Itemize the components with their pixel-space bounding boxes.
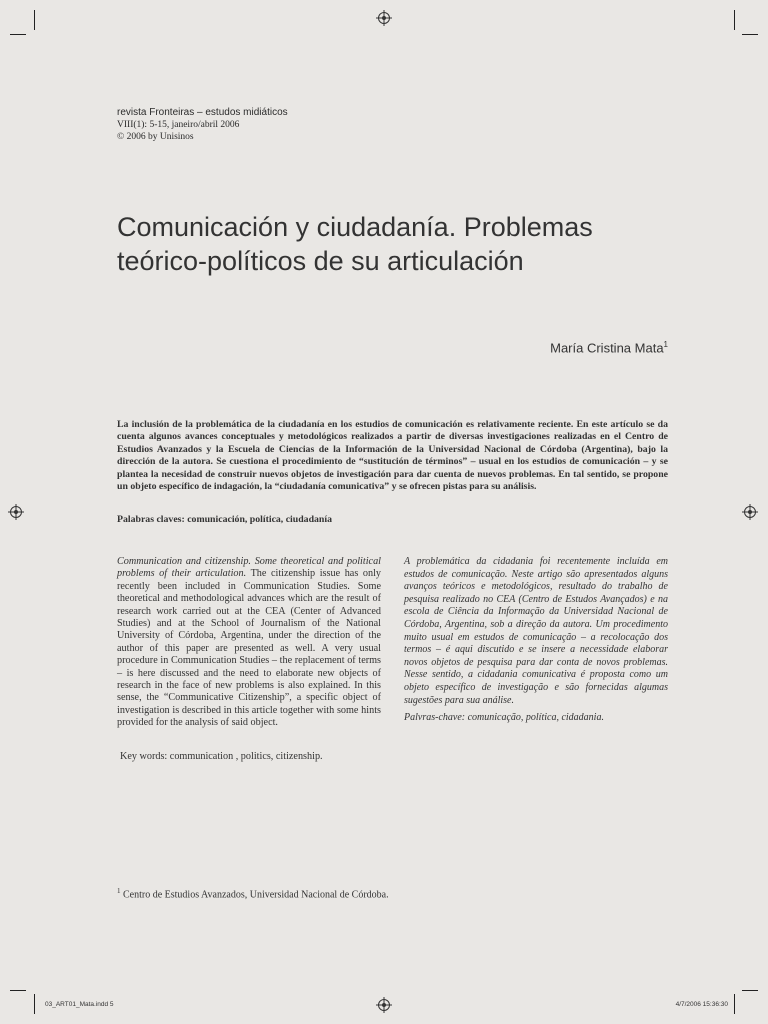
crop-mark (34, 994, 35, 1014)
abstract-spanish: La inclusión de la problemática de la ciudadanía en los estudios de comunicación es relativamente reciente. En este artículo se da cuenta algunos avances conceptuales y metodológicos realizados a partir de diversas investigaciones realizadas en el Centro de Estudios Avanzados y la Escuela de Ciencias de la Información de la Universidad Nacional de Córdoba (Argentina), bajo la dirección de la autora. Se cuestiona el procedimiento de “sustitución de términos” – usual en los estudios de comunicación – y se plantea la necesidad de construir nuevos objetos de investigación para dar cuenta de nuevos problemas. En tal sentido, se propone un objeto específico de indagación, la “ciudadanía comunicativa” y se ofrecen pistas para su análisis. (117, 419, 668, 493)
footnote-text: Centro de Estudios Avanzados, Universidad Nacional de Córdoba. (120, 889, 389, 901)
keywords-english: Key words: communication , politics, citizenship. (120, 751, 323, 762)
crop-mark (34, 10, 35, 30)
title-line-1: Comunicación y ciudadanía. Problemas (117, 212, 593, 242)
keywords-portuguese: Palvras-chave: comunicação, política, cidadania. (404, 712, 604, 723)
registration-mark-icon (378, 12, 390, 24)
article-title (117, 210, 677, 278)
keywords-spanish: Palabras claves: comunicación, política, ciudadanía (117, 514, 332, 525)
crop-mark (734, 994, 735, 1014)
journal-name: revista Fronteiras – estudos midiáticos (117, 107, 288, 118)
crop-mark (734, 10, 735, 30)
crop-mark (10, 34, 26, 35)
author-line (550, 340, 668, 355)
journal-issue: VIII(1): 5-15, janeiro/abril 2006 (117, 120, 240, 130)
abstract-english-title: Communication and citizenship. Some theoretical and political problems of their articulation. (117, 556, 381, 580)
abstract-english-body: The citizenship issue has only recently been included in Communication Studies. Some theoretical and methodological advances which are the result of research work carried out at the CEA (Center of Advanced Studies) and at the School of Journalism of the National University of Córdoba, Argentina, under the direction of the author of this paper are presented as well. A very usual procedure in Communication Studies – the replacement of terms – is here discussed and the need to elaborate new objects of research in the face of new problems is also explained. In this sense, the “Communicative Citizenship”, a specific object of investigation is described in this article together with some hints provided for the analysis of said object. (117, 568, 381, 729)
author-name: María Cristina Mata (550, 340, 664, 356)
journal-header (117, 107, 288, 143)
author-footnote-mark: 1 (663, 340, 668, 349)
footnote (117, 887, 389, 900)
abstract-portuguese: A problemática da cidadania foi recentemente incluída em estudos de comunicação. Neste artigo são apresentados alguns avanços teóricos e metodológicos, resultado do trabalho de pesquisa realizado no CEA (Centro de Estudos Avançados) e na escola de Ciência da Informação da Universidad Nacional de Córdoba, Argentina, sob a direção da autora. Um procedimento muito usual em estudos de comunicação – a recolocação dos termos – é aqui discutido e se insere a necessidade elaborar novos objetos de pesquisa para dar conta de novos problemas. Nesse sentido, a cidadania comunicativa é proposta como um objeto específico de investigação e são fornecidas algumas sugestões para sua análise. (404, 556, 668, 706)
crop-mark (742, 34, 758, 35)
footnote-mark: 1 (117, 887, 121, 895)
registration-mark-icon (744, 506, 756, 518)
registration-mark-icon (10, 506, 22, 518)
slug-file-name: 03_ART01_Mata.indd 5 (45, 1001, 114, 1008)
crop-mark (10, 990, 26, 991)
registration-mark-icon (378, 999, 390, 1011)
abstract-english (117, 556, 381, 730)
crop-mark (742, 990, 758, 991)
title-line-2: teórico-políticos de su articulación (117, 246, 524, 276)
slug-timestamp: 4/7/2006 15:36:30 (675, 1001, 728, 1008)
journal-copyright: © 2006 by Unisinos (117, 132, 194, 142)
